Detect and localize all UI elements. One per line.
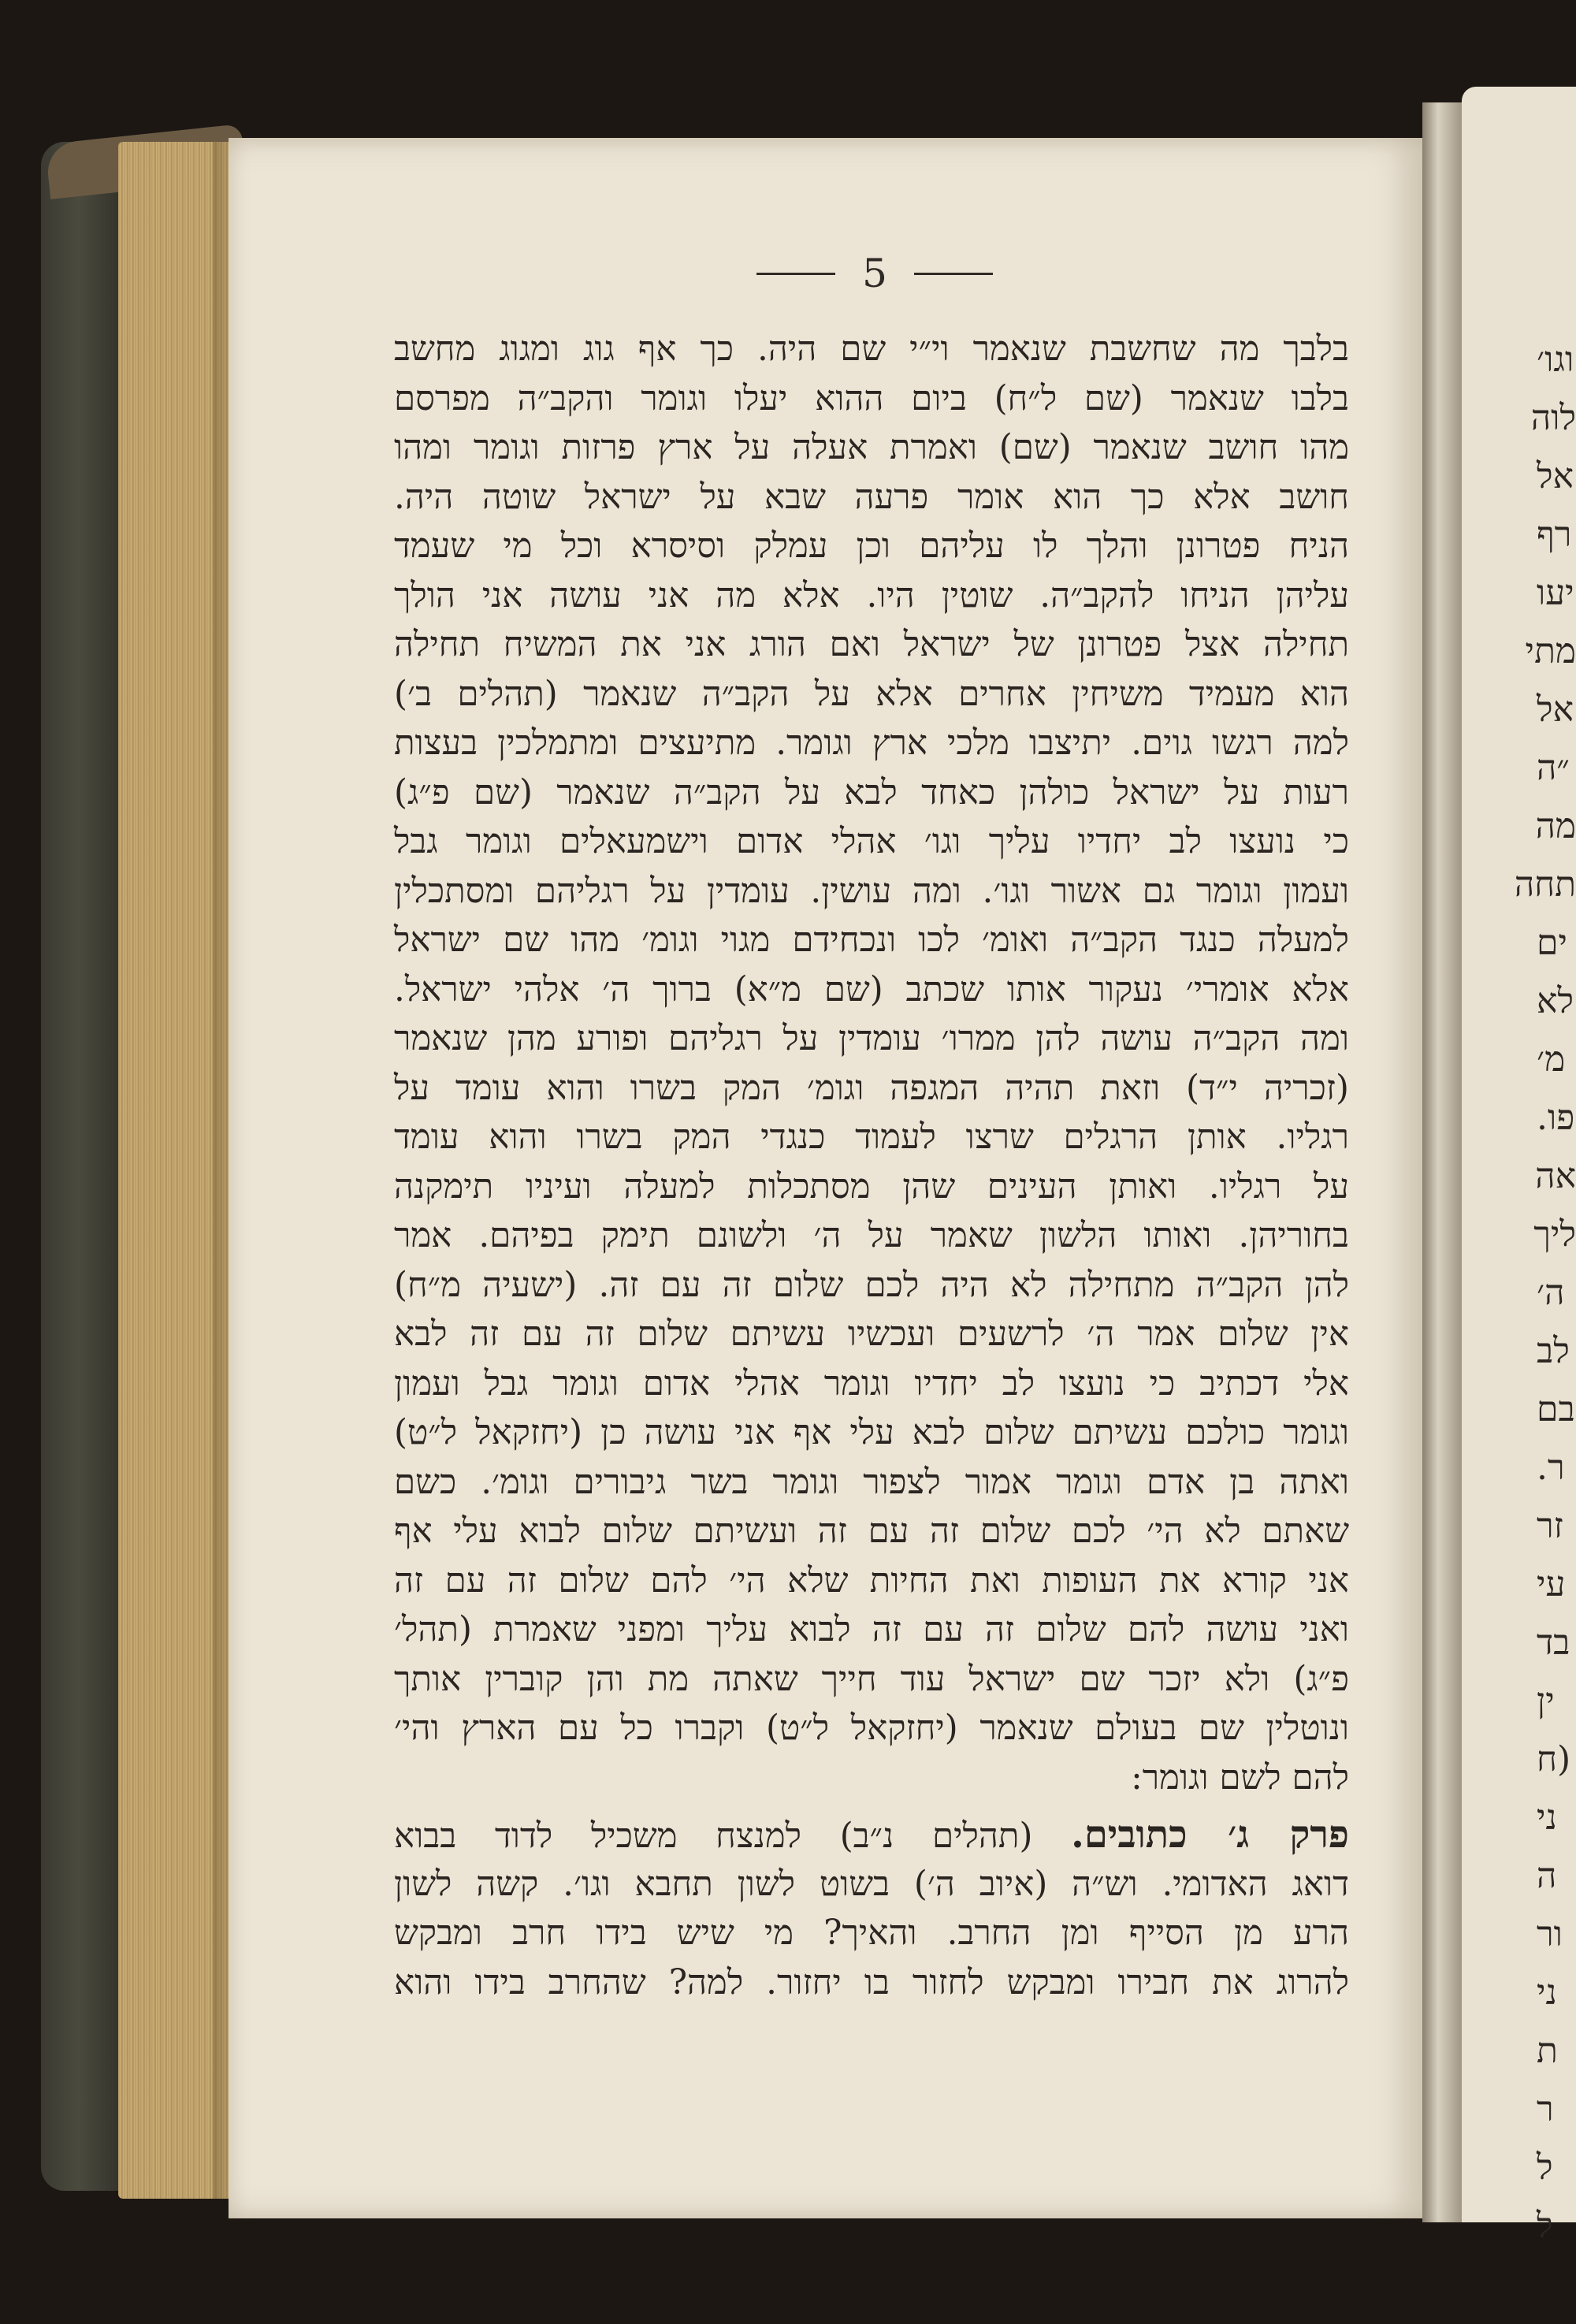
body-text bbox=[394, 325, 1349, 2007]
text-line: אין שלום אמר ה׳ לרשעים ועכשיו עשיתם שלום זה עם זה לבא bbox=[394, 1314, 1349, 1354]
paragraph-gap bbox=[394, 1802, 1349, 1810]
facing-page-fragment: ין bbox=[1537, 1681, 1555, 1721]
text-line: להן הקב״ה מתחילה לא היה לכם שלום זה עם זה. (ישעיה מ״ח) bbox=[394, 1265, 1349, 1305]
text-line: רעות על ישראל כולהן כאחד לבא על הקב״ה שנאמר (שם פ״ג) bbox=[394, 772, 1349, 812]
facing-page-fragment: מ׳ bbox=[1537, 1039, 1566, 1080]
facing-page-fragment: רף bbox=[1537, 515, 1572, 555]
text-line: על רגליו. ואותן העינים שהן מסתכלות למעלה ועיניו תימקנה bbox=[394, 1166, 1349, 1207]
text-line: הניח פטרונן והלך לו עליהם וכן עמלק וסיסרא וכל מי שעמד bbox=[394, 526, 1349, 566]
text-line: בלבו שנאמר (שם ל״ח) ביום ההוא יעלו וגומר והקב״ה מפרסם bbox=[394, 378, 1349, 418]
text-line: הרע מן הסייף ומן החרב. והאיך? מי שיש בידו חרב ומבקש bbox=[394, 1913, 1349, 1953]
facing-page-fragment: בד bbox=[1537, 1623, 1570, 1663]
text-line: להרוג את חבירו ומבקש לחזור בו יחזור. למה? שהחרב בידו והוא bbox=[394, 1962, 1349, 2002]
chapter-first-line-text: (תהלים נ״ב) למנצח משכיל לדוד בבוא bbox=[394, 1816, 1033, 1856]
text-line: אני קורא את העופות ואת החיות שלא הי׳ להם שלום זה עם זה bbox=[394, 1560, 1349, 1601]
facing-page-fragment: ני bbox=[1537, 1798, 1557, 1838]
facing-page-fragment: ה bbox=[1537, 1856, 1557, 1896]
text-line: (זכריה י״ד) וזאת תהיה המגפה וגומ׳ המק בשרו והוא עומד על bbox=[394, 1068, 1349, 1108]
facing-page-fragment: תחה bbox=[1514, 865, 1576, 905]
facing-page-fragment: ור bbox=[1537, 1914, 1563, 1954]
text-line: ואתה בן אדם וגומר אמור לצפור וגומר בשר גיבורים וגומ׳. כשם bbox=[394, 1462, 1349, 1502]
text-line: וגומר כולכם עשיתם שלום לבא עלי אף אני עושה כן (יחזקאל ל״ט) bbox=[394, 1413, 1349, 1452]
text-line: בחוריהן. ואותו הלשון שאמר על ה׳ ולשונם תימק בפיהם. אמר bbox=[394, 1216, 1349, 1255]
facing-page-fragment: ל bbox=[1537, 2206, 1553, 2246]
facing-page-fragment: לא bbox=[1537, 981, 1574, 1021]
text-line: מהו חושב שנאמר (שם) ואמרת אעלה על ארץ פרזות וגומר ומהו bbox=[394, 428, 1349, 467]
text-line: בלבך מה שחשבת שנאמר וי״י שם היה. כך אף גוג ומגוג מחשב bbox=[394, 329, 1349, 369]
facing-page-fragment: אה bbox=[1535, 1156, 1576, 1196]
facing-page-fragment: וגו׳ bbox=[1537, 340, 1574, 380]
text-line: ונוטלין שם בעולם שנאמר (יחזקאל ל״ט) וקברו כל עם הארץ והי׳ bbox=[394, 1709, 1349, 1748]
text-line: למה רגשו גוים. יתיצבו מלכי ארץ וגומר. מתיעצים ומתמלכין בעצות bbox=[394, 723, 1349, 763]
facing-page-fragment: ים bbox=[1537, 923, 1567, 963]
facing-page-fragment: ליך bbox=[1533, 1214, 1576, 1255]
chapter-heading: פרק ג׳ כתובים. bbox=[1071, 1813, 1350, 1857]
page-number: 5 bbox=[862, 251, 887, 296]
text-line: כי נועצו לב יחדיו עליך וגו׳ אהלי אדום וישמעאלים וגומר גבל bbox=[394, 822, 1349, 861]
text-line: הוא מעמיד משיחין אחרים אלא על הקב״ה שנאמר (תהלים ב׳) bbox=[394, 674, 1349, 714]
paragraph-1 bbox=[394, 325, 1349, 1802]
page-header bbox=[733, 246, 1017, 301]
facing-page-fragment: ה׳ bbox=[1537, 1273, 1565, 1313]
paragraph-2-first-line bbox=[394, 1810, 1349, 1860]
facing-page-fragment: אל bbox=[1537, 456, 1574, 496]
facing-page-fragment: ני bbox=[1537, 1973, 1557, 2013]
facing-page-fragment: בם bbox=[1537, 1389, 1575, 1430]
text-line: אלא אומרי׳ נעקור אותו שכתב (שם מ״א) ברוך ה׳ אלהי ישראל. bbox=[394, 969, 1349, 1010]
facing-page-fragment: לוה bbox=[1530, 398, 1576, 438]
text-line: ומה הקב״ה עושה להן ממרו׳ עומדין על רגליהם ופורע מהן שנאמר bbox=[394, 1019, 1349, 1058]
facing-page-fragment: ר. bbox=[1537, 1448, 1565, 1488]
facing-page-fragment: פו. bbox=[1537, 1098, 1575, 1138]
facing-page-fragment: אל bbox=[1537, 690, 1574, 730]
facing-page-fragment: ל bbox=[1537, 2147, 1553, 2188]
facing-page-text-fragments bbox=[1514, 331, 1576, 2255]
facing-page-fragment: מתי bbox=[1525, 631, 1576, 671]
book-gutter bbox=[1422, 102, 1462, 2222]
text-line: תחילה אצל פטרונן של ישראל ואם הורג אני את המשיח תחילה bbox=[394, 625, 1349, 664]
facing-page-fragment: (ח bbox=[1537, 1739, 1571, 1779]
text-line: פ״ג) ולא יזכר שם ישראל עוד חייך שאתה מת והן קוברין אותך bbox=[394, 1659, 1349, 1699]
facing-page-fragment: ״ה bbox=[1537, 748, 1570, 788]
facing-page-fragment: לב bbox=[1537, 1331, 1570, 1371]
facing-page-fragment: ר bbox=[1537, 2089, 1554, 2129]
text-line: ואני עושה להם שלום זה עם זה לבוא עליך ומפני שאמרת (תהל׳ bbox=[394, 1610, 1349, 1649]
header-dash-left bbox=[756, 273, 835, 275]
facing-page-fragment: יעו bbox=[1537, 573, 1574, 613]
text-line: עליהן הניחו להקב״ה. שוטין היו. אלא מה אני עושה אני הולך bbox=[394, 575, 1349, 615]
facing-page-fragment: ת bbox=[1537, 2031, 1558, 2071]
text-line: למעלה כנגד הקב״ה ואומ׳ לכו ונכחידם מגוי וגומ׳ מהו שם ישראל bbox=[394, 920, 1349, 960]
header-dash-right bbox=[914, 273, 993, 275]
text-line: אלי דכתיב כי נועצו לב יחדיו וגומר אהלי אדום וגומר גבל ועמון bbox=[394, 1363, 1349, 1404]
text-line: שאתם לא הי׳ לכם שלום זה עם זה ועשיתם שלום לבוא עלי אף bbox=[394, 1512, 1349, 1551]
facing-page-fragment: עי bbox=[1537, 1564, 1566, 1604]
text-line: רגליו. אותן הרגלים שרצו לעמוד כנגדי המק בשרו והוא עומד bbox=[394, 1117, 1349, 1157]
text-line: ועמון וגומר גם אשור וגו׳. ומה עושין. עומדין על רגליהם ומסתכלין bbox=[394, 871, 1349, 911]
facing-page-fragment: זר bbox=[1537, 1506, 1563, 1546]
text-line: דואג האדומי. וש״ה (איוב ה׳) בשוט לשון תחבא וגו׳. קשה לשון bbox=[394, 1864, 1349, 1904]
facing-page-fragment: מה bbox=[1535, 806, 1576, 846]
paragraph-2 bbox=[394, 1810, 1349, 2007]
text-line: חושב אלא כך הוא אומר פרעה שבא על ישראל שוטה היה. bbox=[394, 477, 1349, 517]
text-line: להם לשם וגומר: bbox=[1131, 1757, 1349, 1798]
